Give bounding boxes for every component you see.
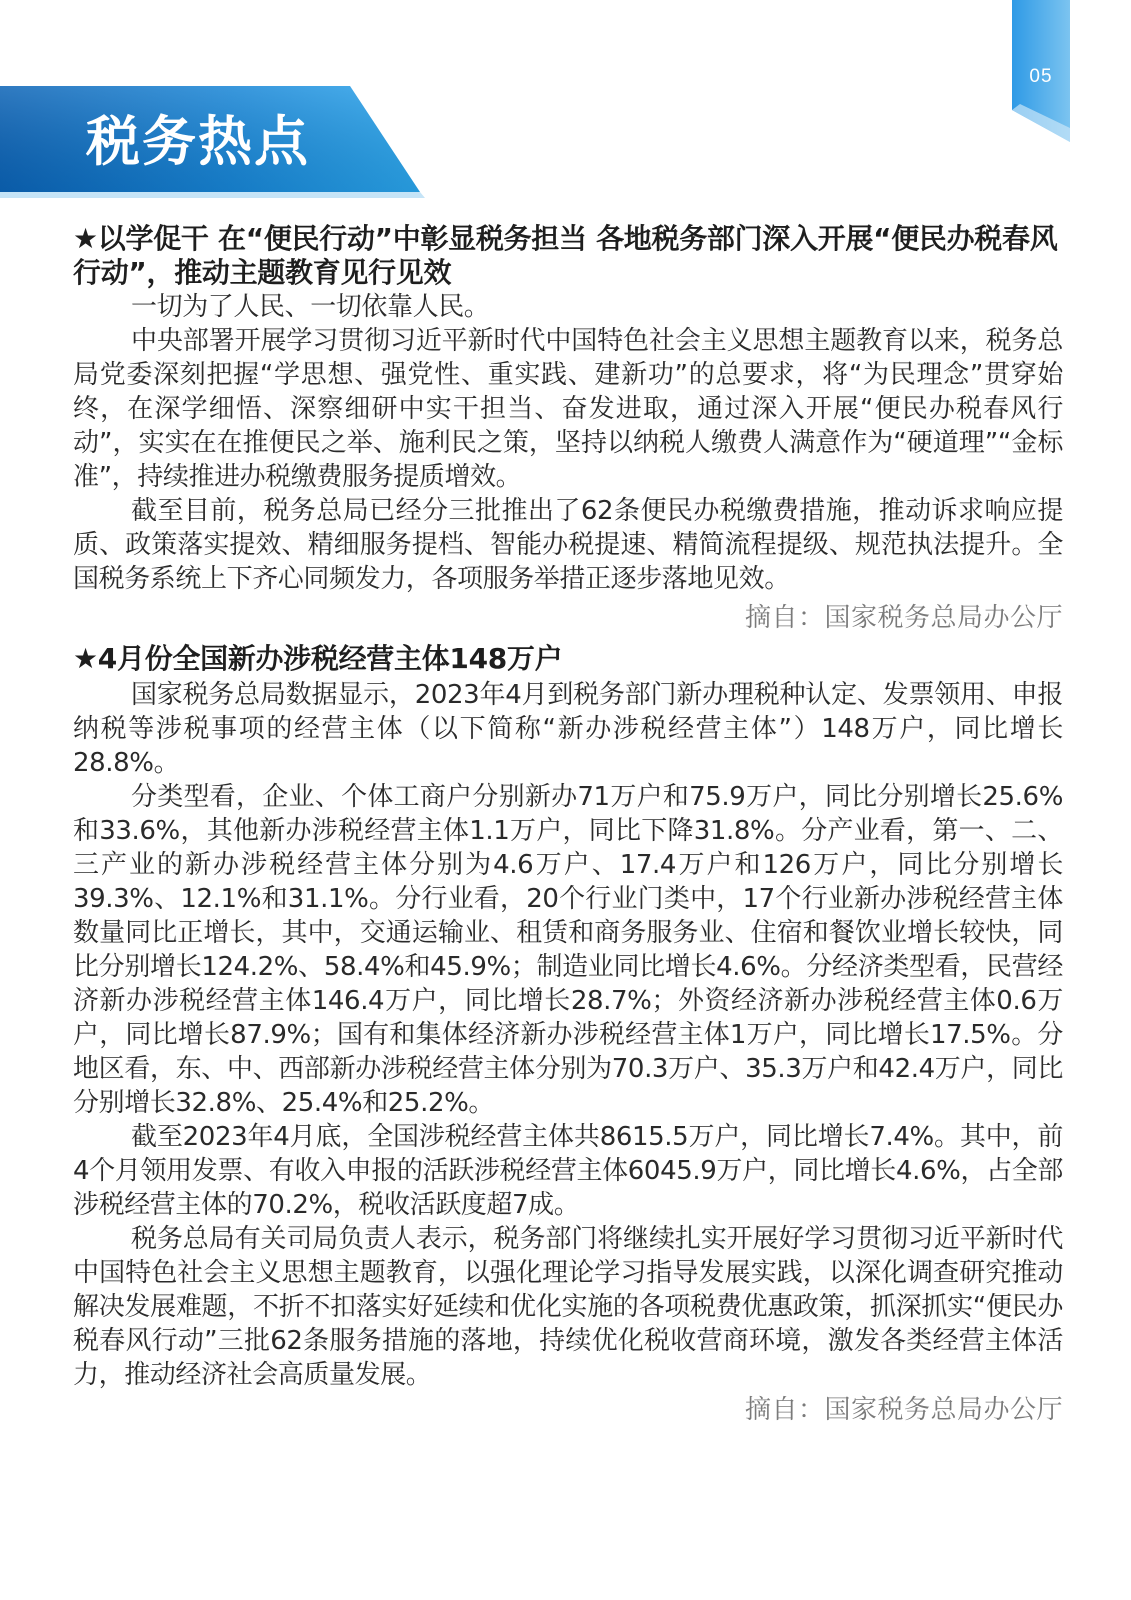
article-paragraph: 一切为了人民、一切依靠人民。	[131, 292, 490, 322]
article-paragraph: 中央部署开展学习贯彻习近平新时代中国特色社会主义思想主题教育以来，税务总局党委深刻把握“学思想、强党性、重实践、建新功”的总要求，将“为民理念”贯穿始终，在深学细悟、深察细研中实干担当、奋发进取，通过深入开展“便民办税春风行动”，实实在在推便民之举、施利民之策，坚持以纳税人缴费人满意作为“硬道理”“金标准”，持续推进办税缴费服务提质增效。	[73, 326, 1063, 492]
article	[73, 222, 1063, 636]
article-paragraph: 截至2023年4月底，全国涉税经营主体共8615.5万户，同比增长7.4%。其中，前4个月领用发票、有收入申报的活跃涉税经营主体6045.9万户，同比增长4.6%，占全部涉税经营主体的70.2%，税收活跃度超7成。	[73, 1122, 1063, 1220]
article-headline: ★4月份全国新办涉税经营主体148万户	[73, 642, 563, 675]
article-list	[73, 222, 1063, 1428]
article-headline: ★以学促干 在“便民行动”中彰显税务担当 各地税务部门深入开展“便民办税春风行动”，推动主题教育见行见效	[73, 222, 1058, 289]
article-paragraph: 国家税务总局数据显示，2023年4月到税务部门新办理税种认定、发票领用、申报纳税等涉税事项的经营主体（以下简称“新办涉税经营主体”）148万户，同比增长28.8%。	[73, 680, 1063, 778]
article-paragraph: 截至目前，税务总局已经分三批推出了62条便民办税缴费措施，推动诉求响应提质、政策落实提效、精细服务提档、智能办税提速、精简流程提级、规范执法提升。全国税务系统上下齐心同频发力，各项服务举措正逐步落地见效。	[73, 496, 1063, 594]
article-source: 摘自：国家税务总局办公厅	[744, 1395, 1063, 1425]
article-paragraph: 分类型看，企业、个体工商户分别新办71万户和75.9万户，同比分别增长25.6%和33.6%，其他新办涉税经营主体1.1万户，同比下降31.8%。分产业看，第一、二、三产业的新办涉税经营主体分别为4.6万户、17.4万户和126万户，同比分别增长39.3%、12.1%和31.1%。分行业看，20个行业门类中，17个行业新办涉税经营主体数量同比正增长，其中，交通运输业、租赁和商务服务业、住宿和餐饮业增长较快，同比分别增长124.2%、58.4%和45.9%；制造业同比增长4.6%。分经济类型看，民营经济新办涉税经营主体146.4万户，同比增长28.7%；外资经济新办涉税经营主体0.6万户，同比增长87.9%；国有和集体经济新办涉税经营主体1万户，同比增长17.5%。分地区看，东、中、西部新办涉税经营主体分别为70.3万户、35.3万户和42.4万户，同比分别增长32.8%、25.4%和25.2%。	[73, 782, 1063, 1118]
article-source: 摘自：国家税务总局办公厅	[744, 603, 1063, 633]
article	[73, 642, 1063, 1428]
section-title: 税务热点	[86, 110, 310, 173]
page-number: 05	[1029, 66, 1053, 87]
article-paragraph: 税务总局有关司局负责人表示，税务部门将继续扎实开展好学习贯彻习近平新时代中国特色社会主义思想主题教育，以强化理论学习指导发展实践，以深化调查研究推动解决发展难题，不折不扣落实好延续和优化实施的各项税费优惠政策，抓深抓实“便民办税春风行动”三批62条服务措施的落地，持续优化税收营商环境，激发各类经营主体活力，推动经济社会高质量发展。	[73, 1224, 1063, 1390]
